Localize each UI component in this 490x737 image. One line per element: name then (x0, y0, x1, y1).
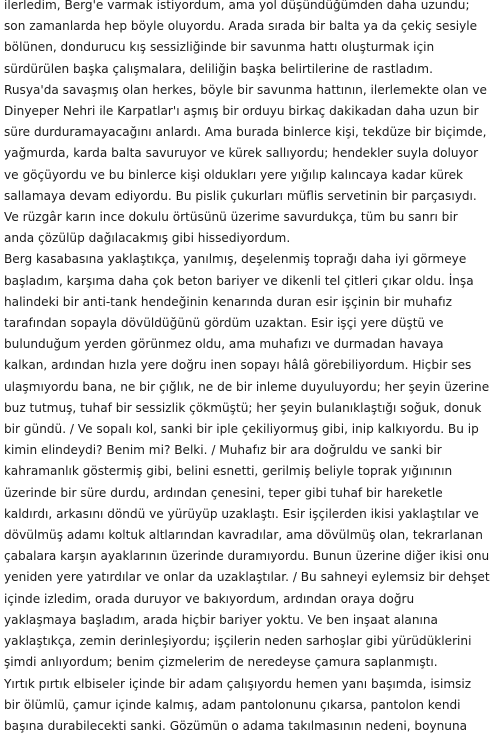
text-line: sürdürülen başka çalışmalara, deliliğin başka belirtilerine de rastladım. (4, 59, 450, 80)
text-line: ulaşmıyordu bana, ne bir çığlık, ne de bir inleme duyuluyordu; her şeyin üzerine (4, 377, 450, 398)
text-line: kahramanlık göstermiş gibi, belini esnetti, gerilmiş beliyle toprak yığınının (4, 461, 450, 482)
text-line: Berg kasabasına yaklaştıkça, yanılmış, deşelenmiş toprağı daha iyi görmeye (4, 249, 450, 270)
text-line: tarafından sopayla dövüldüğünü gördüm uzaktan. Esir işçi yere düştü ve (4, 313, 450, 334)
text-line: ve göçüyordu ve bu binlerce kişi oldukları yere yığılıp kalıncaya kadar kürek (4, 165, 450, 186)
text-line: bulunduğum yerden görünmez oldu, ama muhafızı ve durmadan havaya (4, 334, 450, 355)
paragraph (4, 674, 450, 737)
text-line: son zamanlarda hep böyle oluyordu. Arada sırada bir balta ya da çekiç sesiyle (4, 16, 450, 37)
text-line: başına durabilecekti sanki. Gözümün o adama takılmasının nedeni, boynuna (4, 716, 450, 737)
text-line: yaklaşmaya başladım, arada hiçbir bariyer yoktu. Ve ben inşaat alanına (4, 610, 450, 631)
text-line: Ve rüzgâr karın ince dokulu örtüsünü üzerime savurdukça, tüm bu sanrı bir (4, 207, 450, 228)
text-line: kalkan, ardından hızla yere doğru inen sopayı hâlâ görebiliyordum. Hiçbir ses (4, 355, 450, 376)
text-line: çabalara karşın ayaklarının üzerinde duramıyordu. Bunun üzerine diğer ikisi onu (4, 546, 450, 567)
text-line: buz tutmuş, tuhaf bir sessizlik çökmüştü; her şeyin bulanıklaştığı soğuk, donuk (4, 398, 450, 419)
text-line: yeniden yere yatırdılar ve onlar da uzaklaştılar. / Bu sahneyi eylemsiz bir dehşet (4, 567, 450, 588)
text-line: süre durduramayacağını anlardı. Ama burada binlerce kişi, tekdüze bir biçimde, (4, 122, 450, 143)
text-line: başladım, karşıma daha çok beton bariyer ve dikenli tel çitleri çıkar oldu. İnşa (4, 271, 450, 292)
text-line: bir ölümlü, çamur içinde kalmış, adam pantolonunu çıkarsa, pantolon kendi (4, 695, 450, 716)
paragraph (4, 0, 450, 80)
text-line: yaklaştıkça, zemin derinleşiyordu; işçilerin neden sarhoşlar gibi yürüdüklerini (4, 631, 450, 652)
text-line: kimin elindeydi? Benim mi? Belki. / Muhafız bir ara doğruldu ve sanki bir (4, 440, 450, 461)
text-line: kaldırdı, arkasını döndü ve yürüyüp uzaklaştı. Esir işçilerden ikisi yaklaştılar ve (4, 504, 450, 525)
text-line: Rusya'da savaşmış olan herkes, böyle bir savunma hattının, ilerlemekte olan ve (4, 80, 450, 101)
text-line: bir gündü. / Ve sopalı kol, sanki bir iple çekiliyormuş gibi, inip kalkıyordu. Bu ip (4, 419, 450, 440)
text-line: bölünen, donduruсu kış sessizliğinde bir savunma hattı oluşturmak için (4, 37, 450, 58)
text-line: yağmurda, karda balta savuruyor ve kürek sallıyordu; hendekler suyla doluyor (4, 143, 450, 164)
text-line: şimdi anlıyordum; benim çizmelerim de neredeyse çamura saplanmıştı. (4, 652, 450, 673)
text-line: dövülmüş adamı koltuk altlarından kavradılar, ama dövülmüş olan, tekrarlanan (4, 525, 450, 546)
text-line: üzerinde bir süre durdu, ardından çenesini, teper gibi tuhaf bir hareketle (4, 483, 450, 504)
paragraph (4, 80, 450, 250)
text-line: halindeki bir anti-tank hendeğinin kenarında duran esir işçinin bir muhafız (4, 292, 450, 313)
text-line: ilerledim, Berg'e varmak istiyordum, ama yol düşündüğümden daha uzundu; (4, 0, 450, 16)
text-line: anda çözülüp dağılacakmış gibi hissediyordum. (4, 228, 450, 249)
text-line: sallamaya devam ediyordu. Bu pislik çukurları müflis servetinin bir parçasıydı. (4, 186, 450, 207)
document-body (4, 0, 450, 737)
text-line: içinde izledim, orada duruyor ve bakıyordum, ardından oraya doğru (4, 589, 450, 610)
text-line: Dinyeper Nehri ile Karpatlar'ı aşmış bir orduyu birkaç dakikadan daha uzun bir (4, 101, 450, 122)
paragraph (4, 249, 450, 673)
text-line: Yırtık pırtık elbiseler içinde bir adam çalışıyordu hemen yanı başımda, isimsiz (4, 674, 450, 695)
